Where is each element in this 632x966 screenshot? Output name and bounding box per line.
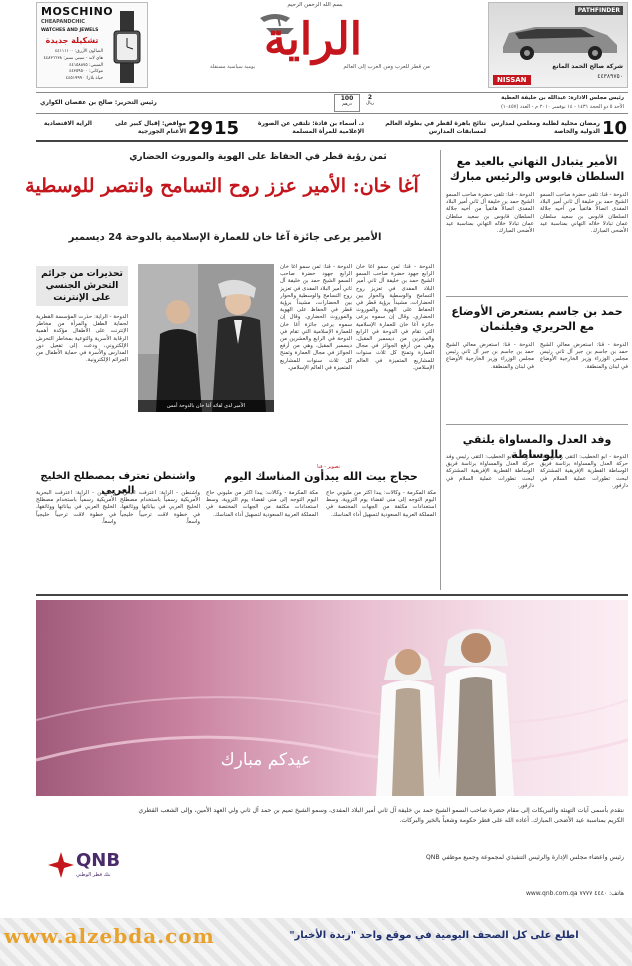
nissan-phone: ٤٤٣٨٩٧٥٠ (597, 73, 623, 80)
basmala: بسم الله الرحمن الرحيم (287, 2, 343, 8)
logo-text: الراية (264, 14, 362, 65)
teaser-text: مواقص: إقبال كبير على الأغنام الجورجية (115, 120, 186, 135)
teaser-item[interactable] (214, 118, 364, 140)
contact-line: حياة بلازا: ٤٤٥١٩٩٩٠ (65, 76, 103, 82)
right-story-body-2: الدوحة - قنا: استعرض معالي الشيخ حمد بن جاسم بن جبر آل ثاني رئيس مجلس الوزراء وزير الخارجية الأوضاع في لبنان والمنطقة. (446, 342, 534, 370)
masthead-subtitle: من قطر للعرب ومن العرب إلى العالم (343, 64, 430, 70)
editor-line: رئيس مجلس الادارة: عبدالله بن خليفة العطية (501, 95, 624, 101)
lead-photo[interactable] (138, 264, 274, 412)
ad-greeting: عيدكم مبارك (220, 750, 312, 770)
ad-nissan[interactable] (488, 2, 628, 88)
masthead (0, 0, 632, 92)
chief-editor: رئيس التحرير: صالح بن عفصان الكواري (40, 99, 157, 106)
lower-story-body-1: واشنطن - الراية: اعترفت البحرية الأمريكية رسمياً باستخدام مصطلح الخليج العربي في بياناتها ووثائقها، في خطوة لاقت ترحيباً خليجياً واسعاً. (120, 490, 200, 525)
moschino-sub: CHEAPANDCHIC (41, 19, 85, 25)
ad-message: نتقدم بأسمى آيات التهنئة والتبريكات إلى مقام حضرة صاحب السمو الشيخ حمد بن خليفة آل ثاني أمير البلاد المفدى، وسمو الشيخ تميم بن حمد آل ثاني ولي العهد الأمين، وإلى الشعب القطري الكريم بمناسبة عيد الأضحى المبارك. أعاده الله على قطر حكومة وشعباً بالخير والبركات. (138, 807, 624, 824)
ad-moschino[interactable] (36, 2, 148, 88)
photo-caption (138, 400, 274, 412)
nissan-model: PATHFINDER (575, 6, 623, 15)
price: 100 (340, 95, 354, 102)
lower-story[interactable] (36, 470, 200, 590)
teaser-number: 10 (602, 118, 628, 139)
moschino-promo: تشكيلة جديدة (45, 36, 99, 45)
side-story[interactable] (36, 264, 128, 474)
teaser-number: 15 (214, 118, 240, 139)
teaser-item[interactable] (366, 118, 486, 140)
nissan-logo: NISSAN (493, 75, 531, 85)
right-column (446, 150, 628, 590)
lower-story-title: حجاج بيت الله يبدأون المناسك اليوم (224, 470, 418, 483)
teaser-bar (36, 116, 628, 142)
lead-body-col-2: الدوحة - قنا: ثمن سمو آغا خان الرابع جهود حضرة صاحب السمو الشيخ حمد بن خليفة آل ثاني أمير البلاد المفدى في تعزيز روح التسامح والوسطية والحوار بين الحضارات، مشيداً برؤية قطر في الحفاظ على الهوية والموروث الحضاري. وقال إن سموه يرعى جائزة آغا خان للعمارة الإسلامية التي تقام في الدوحة في الرابع والعشرين من ديسمبر المقبل، وهي من أرفع الجوائز في مجال العمارة وتمنح كل ثلاث سنوات للمشاريع المتميزة في العالم الإسلامي. (356, 264, 434, 371)
lower-story-title: واشنطن تعترف بمصطلح الخليج العربي (40, 471, 196, 496)
right-story-title: الأمير يتبادل التهاني بالعيد مع السلطان قابوس والرئيس مبارك (449, 155, 625, 183)
teaser-number: 29 (188, 118, 214, 139)
story-divider (446, 296, 628, 297)
qnb-name: QNB (76, 850, 121, 871)
pages-label: ريال (365, 101, 375, 106)
price-box (334, 94, 360, 112)
contact-line: موكاني: ٤٤٣٥٩٥٠٠ (69, 69, 103, 75)
story-divider (446, 424, 628, 425)
right-story-body-1: الدوحة - أبو الخطيب: التقى رئيس وفد حركة العدل والمساواة برئاسة فريق الوساطة القطرية الإفريقية المشتركة لبحث تطورات عملية السلام في دارفور. (540, 454, 628, 489)
car-image (495, 17, 623, 61)
nissan-company: شركة صالح الحمد المانع (552, 63, 623, 70)
logo[interactable] (200, 8, 426, 66)
side-story-body: الدوحة - الراية: حذرت المؤسسة القطرية لحماية الطفل والمرأة من مخاطر الإنترنت على الأطفال مؤكدة أهمية الرقابة الأسرية والتوعية بمخاطر التحرش الإلكتروني، ودعت إلى تفعيل دور المدارس والأسرة في حماية الأطفال من الجرائم الإلكترونية. (36, 314, 128, 364)
qnb-logo-icon (46, 850, 76, 880)
qnb-logo (46, 848, 136, 888)
contact-line: السيتي: ٤٤١٥٨٨٧٥ (69, 62, 103, 68)
right-story[interactable] (446, 300, 628, 420)
price-unit: درهم (342, 102, 352, 107)
lower-story-body-1: مكة المكرمة - وكالات: يبدأ أكثر من مليوني حاج اليوم التوجه إلى منى لقضاء يوم التروية، وسط استعدادات مكثفة من الجهات المختصة في المملكة العربية السعودية لتسهيل أداء المناسك. (326, 490, 436, 518)
ad-contact: www.qnb.com.qa هاتف: ٤٤٤٠ ٧٧٧٧ (525, 890, 624, 897)
moschino-contacts (41, 49, 103, 83)
teaser-item[interactable] (96, 118, 214, 140)
caption-text: الأمير لدى لقائه آغا خان بالدوحة أمس (167, 403, 245, 409)
ad-qnb[interactable] (36, 594, 628, 914)
contact-line: الصالون الأزرق: ٤٤١١١١٠٠ (55, 49, 103, 54)
teaser-text: رمضان محلية لطلبة ومعلمي لمدارس الدولية والخاصة (491, 120, 600, 135)
side-story-title: تحذيرات من جرائم التحرش الجنسي على الإنترنت (36, 266, 128, 306)
pages-count: 2 (367, 94, 373, 101)
right-story-body-1: الدوحة - قنا: تلقى حضرة صاحب السمو الشيخ حمد بن خليفة آل ثاني أمير البلاد المفدى اتصالاً هاتفياً من أخيه جلالة السلطان قابوس بن سعيد سلطان عمان تبادلا خلاله التهاني بمناسبة عيد الأضحى المبارك. (540, 192, 628, 235)
ad-signoff: رئيس وأعضاء مجلس الإدارة والرئيس التنفيذي لمجموعة وجميع موظفي QNB (425, 854, 624, 861)
pages-box (362, 94, 378, 112)
right-story-body-1: الدوحة - قنا: استعرض معالي الشيخ حمد بن جاسم بن جبر آل ثاني رئيس مجلس الوزراء وزير الخارجية الأوضاع في لبنان والمنطقة. (540, 342, 628, 370)
right-story-title: وفد العدل والمساواة يلتقي بالوساطة (462, 433, 612, 461)
lead-subhead: الأمير يرعى جائزة آغا خان للعمارة الإسلامية بالدوحة 24 ديسمبر (68, 232, 382, 243)
teaser-text: نتائج باهرة لقطر في بطولة العالم لمسابقات المدارس (385, 120, 486, 135)
issue-line: الأحد ٥ ذو الحجة ١٤٣١ - ١٤ نوفمبر ٢٠١٠ م - العدد (١٠٤٥٧) (500, 104, 624, 110)
watch-image (111, 11, 143, 83)
qnb-name-ar: بنك قطر الوطني (76, 872, 111, 878)
lower-story-body-2: مكة المكرمة - وكالات: يبدأ أكثر من مليوني حاج اليوم التوجه إلى منى لقضاء يوم التروية، وسط استعدادات مكثفة من الجهات المختصة في المملكة العربية السعودية لتسهيل أداء المناسك. (206, 490, 318, 518)
right-story-body-2: الدوحة - أبو الخطيب: التقى رئيس وفد حركة العدل والمساواة برئاسة فريق الوساطة القطرية الإفريقية المشتركة لبحث تطورات عملية السلام في دارفور. (446, 454, 534, 489)
moschino-brand: MOSCHINO (41, 5, 114, 18)
column-divider (440, 150, 441, 590)
right-story-title: حمد بن جاسم يستعرض الأوضاع مع الحريري وفيلتمان (451, 305, 623, 333)
contact-line: هاي لاند - سيتي سنتر: ٤٤٨٣٦٦٣٨ (43, 55, 103, 61)
right-story[interactable] (446, 428, 628, 588)
teaser-text: الراية الاقتصادية (43, 120, 92, 127)
teaser-item[interactable] (488, 118, 628, 140)
two-men-photo (138, 264, 274, 412)
lead-headline[interactable]: آغا خان: الأمير عزز روح التسامح وانتصر للوسطية (25, 175, 419, 197)
lower-story[interactable] (206, 470, 436, 590)
ad-greeting-panel (36, 600, 628, 796)
watermark-banner[interactable] (0, 918, 632, 966)
moschino-line: WATCHES AND JEWELS (41, 28, 99, 33)
watermark-url[interactable]: www.alzebda.com (4, 924, 215, 948)
right-story-body-2: الدوحة - قنا: تلقى حضرة صاحب السمو الشيخ حمد بن خليفة آل ثاني أمير البلاد المفدى اتصالاً هاتفياً من أخيه جلالة السلطان قابوس بن سعيد سلطان عمان تبادلا خلاله التهاني بمناسبة عيد الأضحى المبارك. (446, 192, 534, 235)
masthead-tagline: يومية سياسية مستقلة (210, 64, 256, 70)
teaser-text: د. أسماء بن قادة: تلتقي عن الصورة الإعلامية للمرأة المسلمة (257, 120, 364, 135)
info-bar (36, 92, 628, 114)
teaser-item[interactable] (36, 118, 92, 140)
watermark-text: اطلع على كل الصحف اليومية في موقع واحد "زبدة الأخبار" (289, 930, 579, 941)
right-story[interactable] (446, 150, 628, 290)
lower-story-body-2: واشنطن - الراية: اعترفت البحرية الأمريكية رسمياً باستخدام مصطلح الخليج العربي في بياناتها ووثائقها، في خطوة لاقت ترحيباً خليجياً واسعاً. (36, 490, 116, 525)
lead-kicker: ثمن رؤية قطر في الحفاظ على الهوية والموروث الحضاري (129, 152, 387, 162)
photo-credit: تصوير - قنا (317, 464, 340, 470)
lead-body-col-1: الدوحة - قنا: ثمن سمو آغا خان الرابع جهود حضرة صاحب السمو الشيخ حمد بن خليفة آل ثاني أمير البلاد المفدى في تعزيز روح التسامح والوسطية والحوار بين الحضارات، مشيداً برؤية قطر في الحفاظ على الهوية والموروث الحضاري. وقال إن سموه يرعى جائزة آغا خان للعمارة الإسلامية التي تقام في الدوحة في الرابع والعشرين من ديسمبر المقبل، وهي من أرفع الجوائز في مجال العمارة وتمنح كل ثلاث سنوات للمشاريع المتميزة في العالم الإسلامي. (280, 264, 352, 371)
